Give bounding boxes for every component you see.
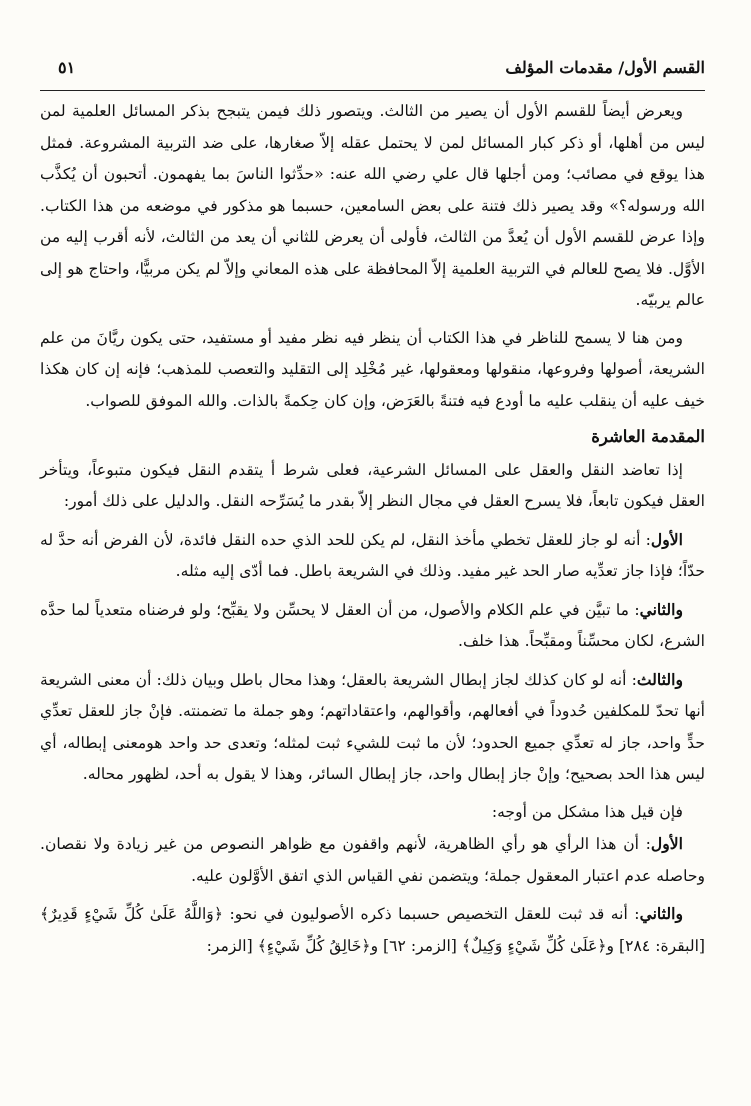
point-text: : ما تبيَّن في علم الكلام والأصول، من أن العقل لا يحسِّن ولا يقبِّح؛ ولو فرضناه متعدياً لما حدَّه الشرع، لكان محسِّناً ومقبِّحاً. هذا خلف. [40,600,705,650]
running-title: القسم الأول/ مقدمات المؤلف [505,58,705,77]
page-number: ٥١ [58,58,76,77]
point-label: الأول [650,529,683,549]
point-label: والثالث [636,669,683,689]
paragraph: ويعرض أيضاً للقسم الأول أن يصير من الثالث. ويتصور ذلك فيمن يتبجح بذكر المسائل العلمية لمن ليس من أهلها، أو ذكر كبار المسائل لمن لا يحتمل عقله إلاّ صغارها، على ضد التربية المشروعة. فمثل هذا يوقع في مصائب؛ ومن أجلها قال علي رضي الله عنه: «حدِّثوا الناسَ بما يفهمون. أتحبون أن يُكذَّب الله ورسوله؟» وقد يصير ذلك فتنة على بعض السامعين، حسبما هو مذكور في موضعه من هذا الكتاب. وإذا عرض للقسم الأول أن يُعدَّ من الثالث، فأولى أن يعرض للثاني أن يعد من الثالث، لأنه أقرب إليه من الأوَّل. فلا يصح للعالم في التربية العلمية إلاّ المحافظة على هذه المعاني وإلاّ لم يكن مربيًّا، واحتاج هو إلى عالم يربيّه. [40,102,705,309]
point-text: : أنه لو كان كذلك لجاز إبطال الشريعة بالعقل؛ وهذا محال باطل وبيان ذلك: أن معنى الشريعة أنها تحدّ للمكلفين حُدوداً في أفعالهم، وأقوالهم، واعتقاداتهم؛ وهو جملة ما تضمنته. فإنْ جاز للعقل تعدِّي حدٍّ واحد، جاز له تعدِّي جميع الحدود؛ لأن ما ثبت للشيء ثبت لمثله؛ وتعدى حد واحد هومعنى إبطاله، أي ليس هذا الحد بصحيح؛ وإنْ جاز إبطال واحد، جاز إبطال السائر، وهذا لا يقول به أحد، لظهور محاله. [40,670,705,783]
point-second [40,594,705,658]
header-rule [40,90,705,91]
objection-first [40,828,705,892]
objection-intro: فإن قيل هذا مشكل من أوجه: [491,802,683,821]
point-label: والثاني [639,599,683,619]
objection-label: والثاني [639,904,683,923]
section-heading: المقدمة العاشرة [591,427,705,446]
objection-text: : أنه قد ثبت للعقل التخصيص حسبما ذكره الأصوليون في نحو: ﴿وَاللَّهُ عَلَىٰ كُلِّ شَيْءٍ قَدِيرٌ﴾ [البقرة: ٢٨٤] و﴿عَلَىٰ كُلِّ شَيْءٍ وَكِيلٌ﴾ [الزمر: ٦٢] و﴿خَالِقُ كُلِّ شَيْءٍ﴾ [الزمر: [40,905,705,955]
objection-second [40,898,705,962]
objection-text: : أن هذا الرأي هو رأي الظاهرية، لأنهم واقفون مع ظواهر النصوص من غير زيادة ولا نقصان. وحاصله عدم اعتبار المعقول جملة؛ ويتضمن نفي القياس الذي اتفق الأوَّلون عليه. [40,835,705,885]
point-third [40,664,705,791]
paragraph: ومن هنا لا يسمح للناظر في هذا الكتاب أن ينظر فيه نظر مفيد أو مستفيد، حتى يكون ريَّانَ من علم الشريعة، أصولها وفروعها، منقولها ومعقولها، غير مُخْلِد إلى التقليد والتعصب للمذهب؛ فإنه إن كان هكذا خيف عليه أن ينقلب عليه ما أودع فيه فتنةً بالعَرَض، وإن كان حِكمةً بالذات. والله الموفق للصواب. [40,328,705,410]
point-text: : أنه لو جاز للعقل تخطي مأخذ النقل، لم يكن للحد الذي حده النقل فائدة، لأن الفرض أنه حدَّ له حدّاً؛ فإذا جاز تعدِّيه صار الحد غير مفيد. وذلك في الشريعة باطل. فما أدّى إليه مثله. [40,530,705,580]
section-intro: إذا تعاضد النقل والعقل على المسائل الشرعية، فعلى شرط أ يتقدم النقل فيكون متبوعاً، ويتأخر العقل فيكون تابعاً، فلا يسرح العقل في مجال النظر إلاّ بقدر ما يُسَرِّحه النقل. والدليل على ذلك أمور: [40,460,705,510]
running-header [58,58,705,77]
objection-label: الأول [650,834,683,853]
point-first [40,524,705,588]
page-body [40,96,705,962]
